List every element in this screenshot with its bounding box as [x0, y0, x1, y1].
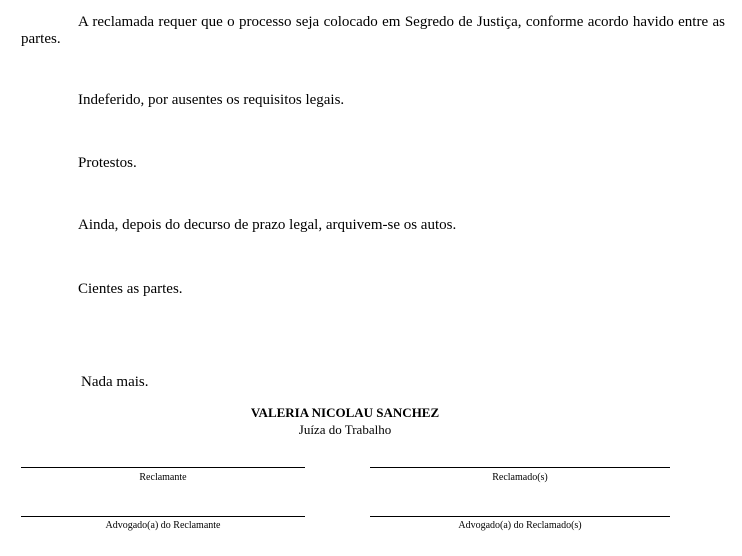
paragraph-cientes: Cientes as partes. [78, 281, 183, 297]
signature-line-reclamante [21, 467, 305, 468]
signature-line-reclamado [370, 467, 670, 468]
judge-title: Juíza do Trabalho [298, 422, 392, 437]
paragraph-indeferido: Indeferido, por ausentes os requisitos legais. [78, 92, 345, 108]
judge-name: VALERIA NICOLAU SANCHEZ [250, 405, 440, 420]
signature-line-advogado-reclamado [370, 516, 670, 517]
signature-label-reclamante: Reclamante [139, 472, 187, 483]
paragraph-segredo-de-justica: A reclamada requer que o processo seja colocado em Segredo de Justiça, conforme acordo havido entre as partes. [21, 14, 725, 47]
paragraph-arquivem-se: Ainda, depois do decurso de prazo legal, arquivem-se os autos. [78, 217, 457, 233]
signature-label-advogado-reclamado: Advogado(a) do Reclamado(s) [458, 520, 582, 531]
signature-label-reclamado: Reclamado(s) [492, 472, 548, 483]
paragraph-nada-mais: Nada mais. [81, 374, 149, 390]
signature-label-advogado-reclamante: Advogado(a) do Reclamante [105, 520, 221, 531]
paragraph-protestos: Protestos. [78, 155, 137, 171]
signature-line-advogado-reclamante [21, 516, 305, 517]
